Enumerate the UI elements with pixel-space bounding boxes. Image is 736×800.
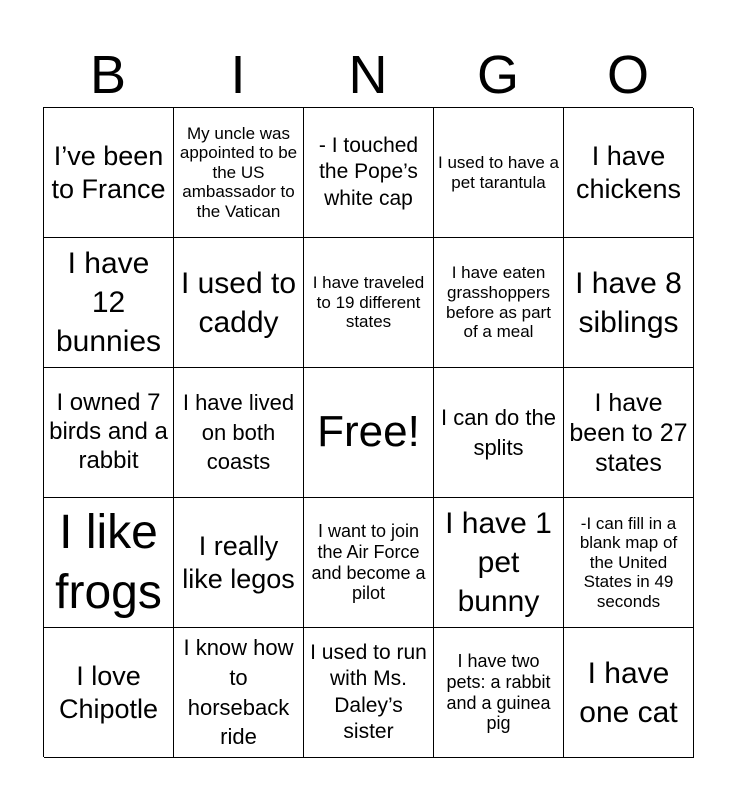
header-letter-i: I	[230, 45, 246, 105]
bingo-cell-r1-c4[interactable]: I have 8 siblings	[564, 238, 694, 368]
header-letter-b: B	[89, 45, 127, 105]
bingo-cell-r3-c4[interactable]: -I can fill in a blank map of the United States in 49 seconds	[564, 498, 694, 628]
bingo-cell-r0-c3[interactable]: I used to have a pet tarantula	[434, 108, 564, 238]
bingo-cell-r3-c1[interactable]: I really like legos	[174, 498, 304, 628]
bingo-cell-r4-c0[interactable]: I love Chipotle	[44, 628, 174, 758]
bingo-cell-r3-c0[interactable]: I like frogs	[44, 498, 174, 628]
bingo-cell-r0-c1[interactable]: My uncle was appointed to be the US ambassador to the Vatican	[174, 108, 304, 238]
bingo-cell-r2-c3[interactable]: I can do the splits	[434, 368, 564, 498]
bingo-cell-r2-c1[interactable]: I have lived on both coasts	[174, 368, 304, 498]
bingo-cell-r3-c2[interactable]: I want to join the Air Force and become a pilot	[304, 498, 434, 628]
bingo-cell-r3-c3[interactable]: I have 1 pet bunny	[434, 498, 564, 628]
bingo-cell-r4-c2[interactable]: I used to run with Ms. Daley’s sister	[304, 628, 434, 758]
bingo-cell-r1-c0[interactable]: I have 12 bunnies	[44, 238, 174, 368]
bingo-cell-r4-c4[interactable]: I have one cat	[564, 628, 694, 758]
bingo-cell-r2-c0[interactable]: I owned 7 birds and a rabbit	[44, 368, 174, 498]
bingo-cell-r0-c4[interactable]: I have chickens	[564, 108, 694, 238]
header-letter-n: N	[348, 45, 388, 105]
header-letter-o: O	[606, 45, 649, 105]
bingo-cell-r2-c4[interactable]: I have been to 27 states	[564, 368, 694, 498]
bingo-cell-free[interactable]: Free!	[304, 368, 434, 498]
header-letter-g: G	[476, 45, 519, 105]
bingo-cell-r0-c0[interactable]: I’ve been to France	[44, 108, 174, 238]
bingo-cell-r1-c3[interactable]: I have eaten grasshoppers before as part of a meal	[434, 238, 564, 368]
bingo-board	[43, 107, 693, 757]
bingo-cell-r4-c3[interactable]: I have two pets: a rabbit and a guinea pig	[434, 628, 564, 758]
bingo-cell-r4-c1[interactable]: I know how to horseback ride	[174, 628, 304, 758]
bingo-cell-r1-c2[interactable]: I have traveled to 19 different states	[304, 238, 434, 368]
bingo-header	[43, 44, 693, 106]
bingo-cell-r1-c1[interactable]: I used to caddy	[174, 238, 304, 368]
bingo-cell-r0-c2[interactable]: - I touched the Pope’s white cap	[304, 108, 434, 238]
